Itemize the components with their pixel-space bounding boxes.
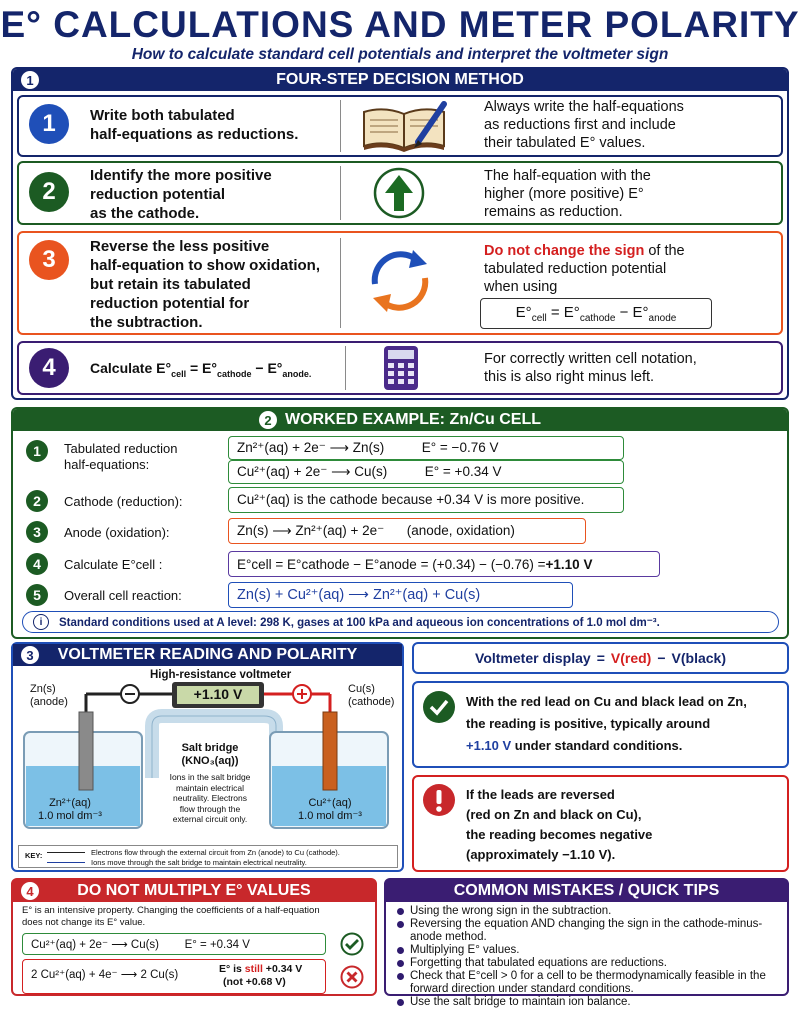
cu-electrode-label: Cu(s) (cathode) [348, 683, 395, 708]
section4-heading: DO NOT MULTIPLY E° VALUES [77, 882, 311, 899]
up-arrow-icon [373, 167, 425, 219]
diagram-key: KEY: Electrons flow through the external circuit from Zn (anode) to Cu (cathode). Ions move through the salt bridge to maintain electrical neutrality. [18, 845, 398, 868]
negative-reading-text: If the leads are reversed (red on Zn and black on Cu), the reading becomes negative (approximately −1.10 V). [466, 787, 653, 862]
step-note-3: Do not change the sign of the tabulated reduction potential when using [484, 243, 685, 295]
example-step-1: 1 [26, 440, 48, 462]
example-label-5: Overall cell reaction: [64, 588, 182, 603]
example-label-1: Tabulated reduction half-equations: [64, 441, 178, 472]
tips-list [394, 905, 784, 1009]
step-number-1: 1 [29, 104, 69, 144]
step-note-1: Always write the half-equations as reductions first and include their tabulated E° values. [484, 99, 684, 151]
voltmeter-label: High-resistance voltmeter [150, 669, 292, 681]
calculator-icon [383, 345, 419, 391]
section3-badge: 3 [21, 646, 39, 664]
zn-electrode-label: Zn(s) (anode) [30, 683, 68, 708]
tip-item: Multiplying E° values. [394, 944, 784, 957]
page-subtitle: How to calculate standard cell potentials and interpret the voltmeter sign [131, 46, 669, 63]
book-pen-icon [360, 98, 450, 154]
step-text-3: Reverse the less positive half-equation to show oxidation, but retain its tabulated reduction potential for the subtraction. [90, 238, 320, 331]
positive-reading-text: With the red lead on Cu and black lead on Zn, the reading is positive, typically around +1.10 V under standard conditions. [466, 694, 747, 753]
section1-header [13, 69, 787, 91]
tip-item: Using the wrong sign in the subtraction. [394, 905, 784, 918]
formula-box: $E^\circ_{cell} = E^\circ_{cathode} - E^\circ_{anode}$ [480, 298, 712, 329]
calculation-result: +1.10 V [545, 556, 593, 572]
section1-heading: FOUR-STEP DECISION METHOD [276, 71, 524, 88]
step-text-2: Identify the more positive reduction potential as the cathode. [90, 167, 272, 222]
tip-item: Use the salt bridge to maintain ion balance. [394, 996, 784, 1009]
correct-equation: Cu²⁺(aq) + 2e⁻ ⟶ Cu(s) E° = +0.34 V [22, 933, 326, 955]
standard-conditions-note: i Standard conditions used at A level: 298 K, gases at 100 kPa and aqueous ion concentrations of 1.0 mol dm⁻³. [22, 611, 779, 633]
step-note-4: For correctly written cell notation, this is also right minus left. [484, 351, 697, 385]
cycle-arrows-icon [365, 246, 435, 316]
overall-reaction: Zn(s) + Cu²⁺(aq) ⟶ Zn²⁺(aq) + Cu(s) [228, 582, 573, 608]
calculation-statement: E°cell = E°cathode − E°anode = (+0.34) − (−0.76) = +1.10 V [228, 551, 660, 577]
step-number-4: 4 [29, 348, 69, 388]
zn-solution-label: Zn²⁺(aq) 1.0 mol dm⁻³ [38, 797, 102, 822]
tip-item: Forgetting that tabulated equations are reductions. [394, 957, 784, 970]
step-number-2: 2 [29, 172, 69, 212]
step-text-4: Calculate $E^\circ_{cell} = E^\circ_{cathode} - E^\circ_{anode.}$ [90, 360, 312, 379]
example-label-3: Anode (oxidation): [64, 525, 170, 540]
info-icon: i [33, 614, 49, 630]
cathode-statement: Cu²⁺(aq) is the cathode because +0.34 V is more positive. [228, 487, 624, 513]
section2-badge: 2 [259, 411, 277, 429]
page-title: E° CALCULATIONS AND METER POLARITY [0, 4, 800, 45]
example-label-4: Calculate E°cell : [64, 557, 163, 572]
example-step-5: 5 [26, 584, 48, 606]
check-icon [422, 690, 456, 724]
anode-statement: Zn(s) ⟶ Zn²⁺(aq) + 2e⁻ (anode, oxidation) [228, 518, 586, 544]
step-note-2: The half-equation with the higher (more positive) E° remains as reduction. [484, 168, 651, 220]
voltmeter-display-card: Voltmeter display = V(red) − V(black) [412, 642, 789, 674]
salt-bridge-note: Ions in the salt bridge maintain electrical neutrality. Electrons flow through the external circuit only. [169, 772, 251, 824]
tip-item: Reversing the equation AND changing the sign in the cathode-minus-anode method. [394, 918, 784, 944]
half-equation-zn: Zn²⁺(aq) + 2e⁻ ⟶ Zn(s) E° = −0.76 V [228, 436, 624, 460]
example-step-2: 2 [26, 490, 48, 512]
step-number-3: 3 [29, 240, 69, 280]
section5-header: COMMON MISTAKES / QUICK TIPS [386, 880, 787, 902]
section4-header [13, 880, 375, 902]
example-step-3: 3 [26, 521, 48, 543]
tip-item: Check that E°cell > 0 for a cell to be thermodynamically feasible in the forward direction under standard conditions. [394, 970, 784, 996]
section2-heading: WORKED EXAMPLE: Zn/Cu CELL [285, 411, 541, 428]
section3-header [13, 644, 402, 666]
section3-heading: VOLTMETER READING AND POLARITY [57, 646, 358, 663]
correct-check-icon [340, 932, 364, 956]
wrong-cross-icon [340, 965, 364, 989]
section2-header [13, 409, 787, 431]
voltmeter-reading: +1.10 V [193, 686, 243, 702]
example-label-2: Cathode (reduction): [64, 494, 183, 509]
half-equation-cu: Cu²⁺(aq) + 2e⁻ ⟶ Cu(s) E° = +0.34 V [228, 460, 624, 484]
step-text-1: Write both tabulated half-equations as reductions. [90, 107, 299, 143]
salt-bridge-label: Salt bridge (KNO₃(aq)) [181, 742, 239, 767]
intensive-property-note: E° is an intensive property. Changing the coefficients of a half-equation does not change its E° value. [22, 905, 320, 928]
cu-solution-label: Cu²⁺(aq) 1.0 mol dm⁻³ [298, 797, 362, 822]
section1-badge: 1 [21, 71, 39, 89]
example-step-4: 4 [26, 553, 48, 575]
section4-badge: 4 [21, 882, 39, 900]
warning-icon [422, 783, 456, 817]
wrong-equation-box: 2 Cu²⁺(aq) + 4e⁻ ⟶ 2 Cu(s) E° is still +0.34 V (not +0.68 V) [22, 959, 326, 994]
